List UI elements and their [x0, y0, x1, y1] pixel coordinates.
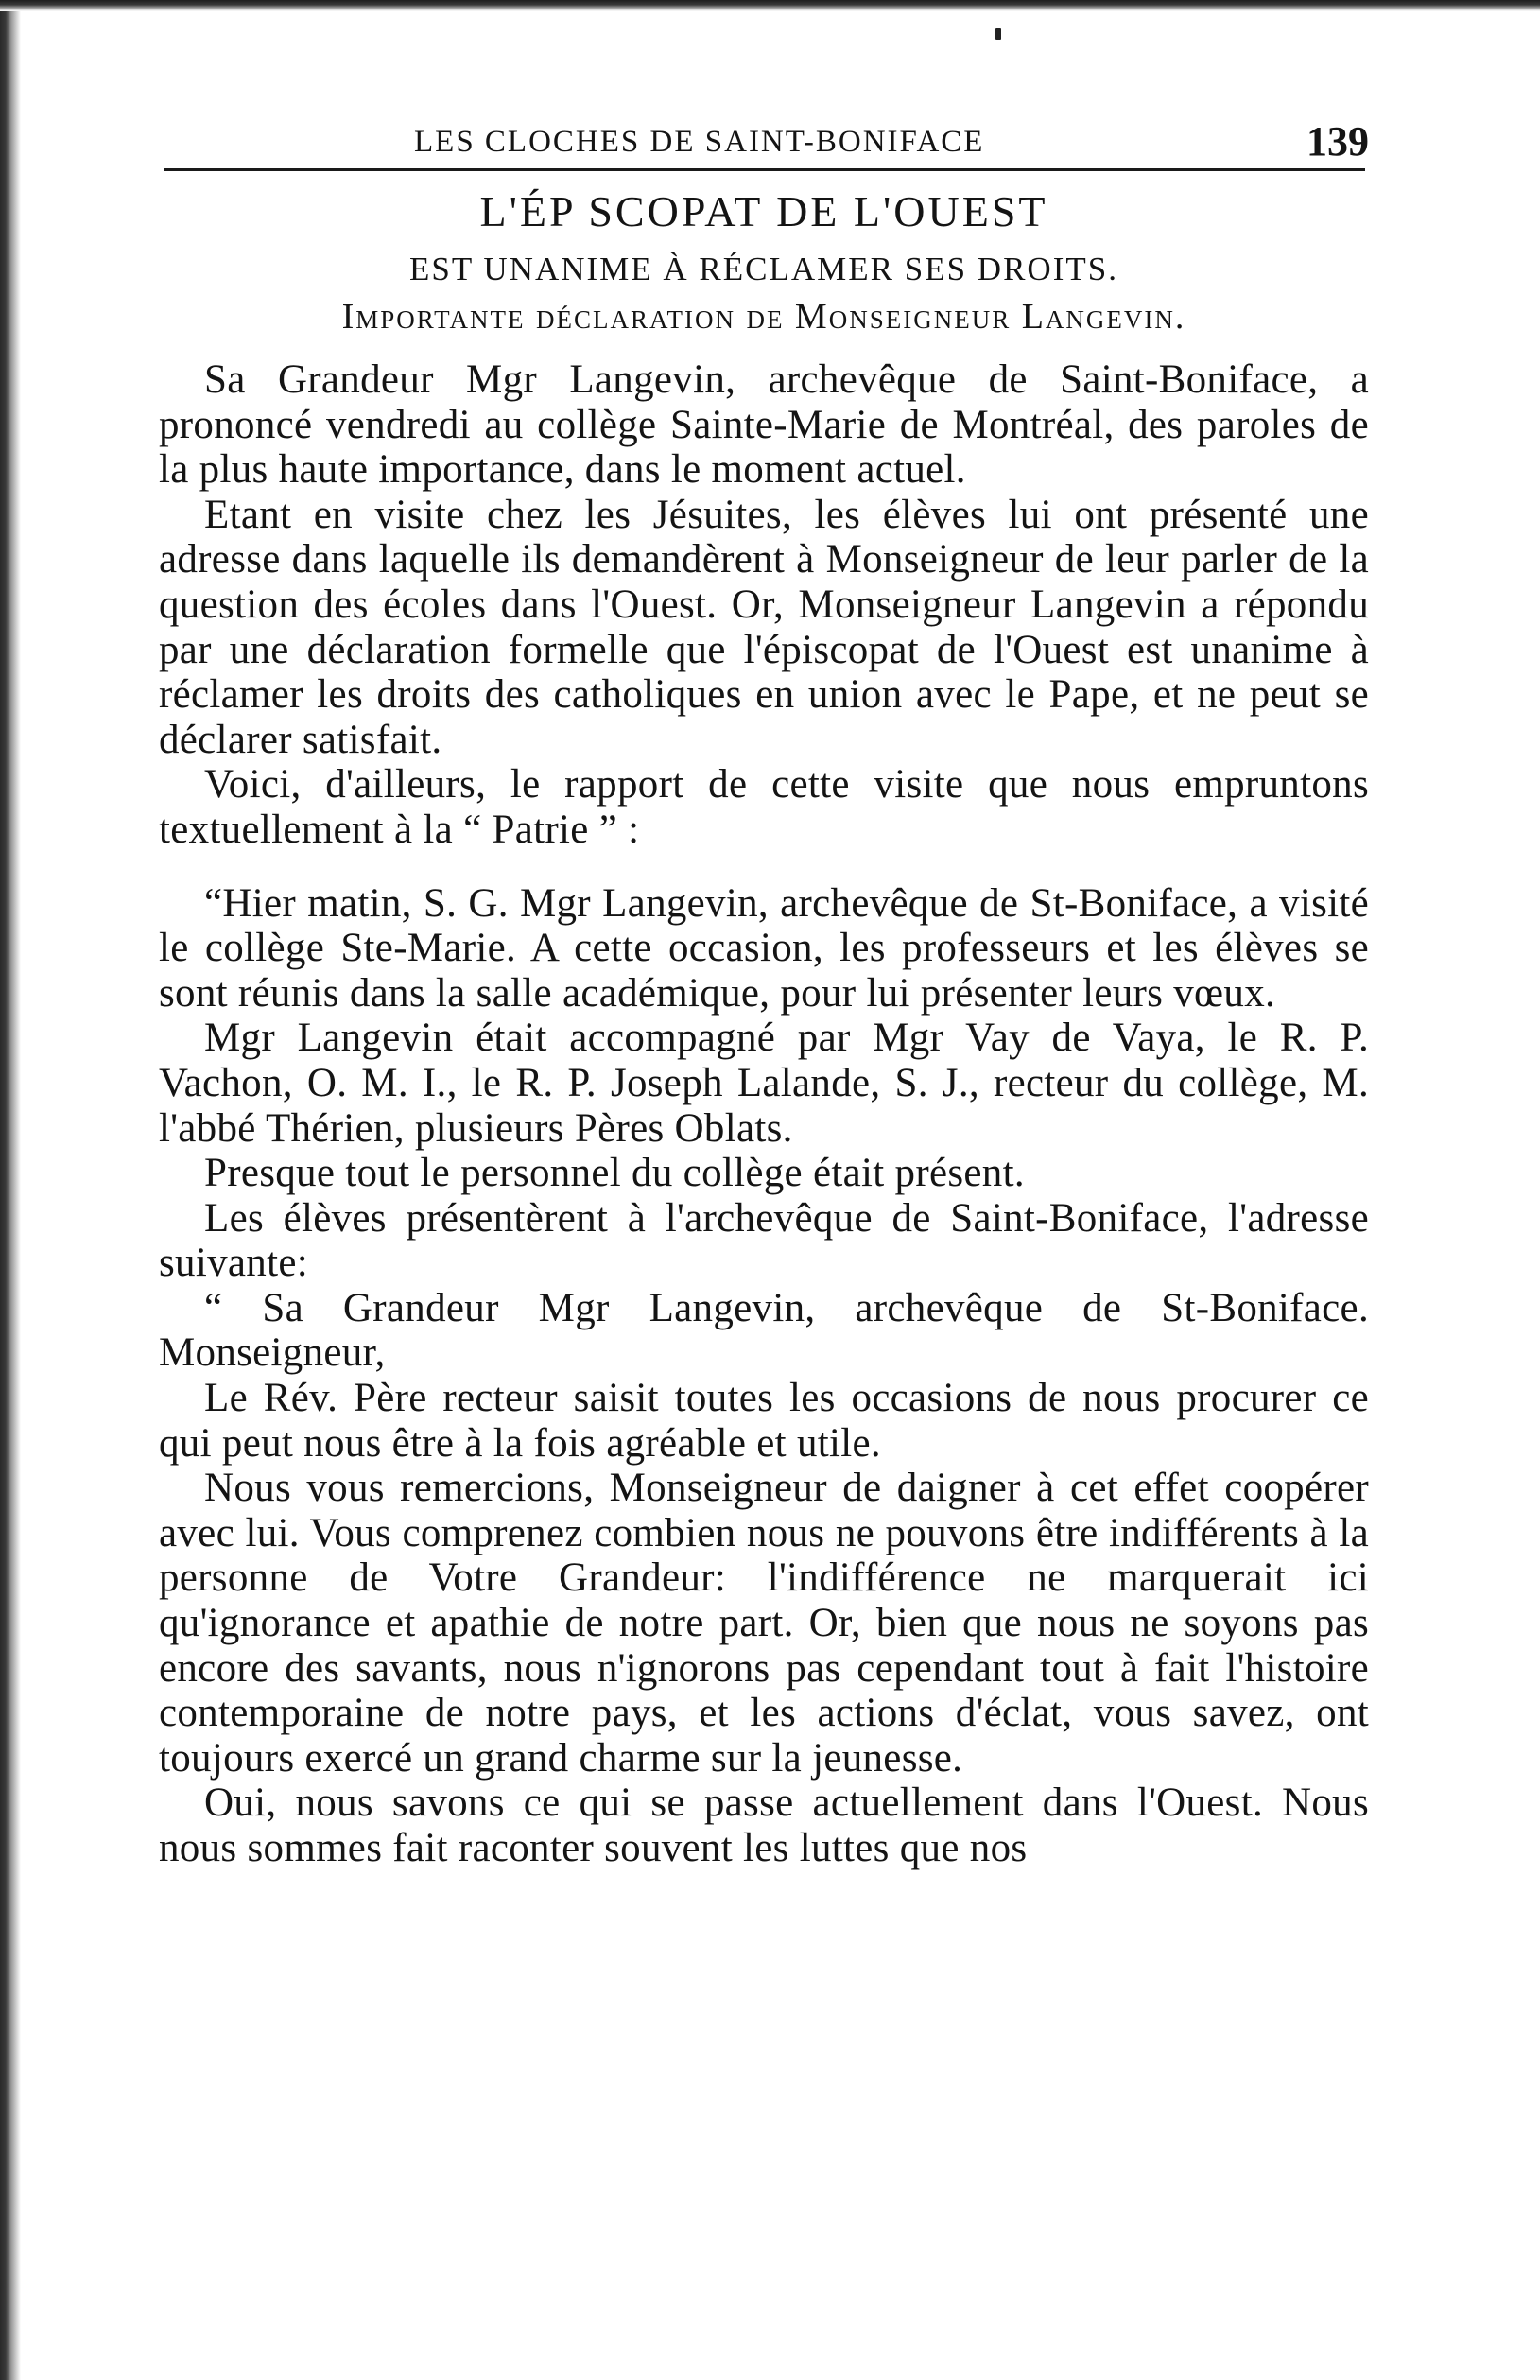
paragraph: Oui, nous savons ce qui se passe actuellement dans l'Ouest. Nous nous sommes fait raconter souvent les luttes que nos: [159, 1781, 1369, 1870]
paragraph: Les élèves présentèrent à l'archevêque de Saint-Boniface, l'adresse suivante:: [159, 1195, 1369, 1286]
paragraph: Presque tout le personnel du collège était présent.: [204, 1151, 1025, 1196]
paragraph: Nous vous remercions, Monseigneur de daigner à cet effet coopérer avec lui. Vous comprenez combien nous ne pouvons être indifférents à la personne de Votre Grandeur: l'indifférence ne marquerait ici qu'ignorance et apathie de notre part. Or, bien que nous ne soyons pas encore des savants, nous n'ignorons pas cependant tout à fait l'histoire contemporaine de notre pays, et les actions d'éclat, vous savez, ont toujours exercé un grand charme sur la jeunesse.: [159, 1466, 1369, 1781]
paragraph: “Hier matin, S. G. Mgr Langevin, archevêque de St-Boniface, a visité le collège Ste-Marie. A cette occasion, les professeurs et les élèves se sont réunis dans la salle académique, pour lui présenter leurs vœux.: [159, 880, 1369, 1016]
scan-top-mark: [995, 28, 1001, 40]
running-head: [159, 104, 1369, 163]
article-body: [159, 357, 1369, 1871]
paragraph: Etant en visite chez les Jésuites, les élèves lui ont présenté une adresse dans laquelle ils demandèrent à Monseigneur de leur parler de la question des écoles dans l'Ouest. Or, Monseigneur Langevin a répondu par une déclaration formelle que l'épiscopat de l'Ouest est unanime à réclamer les droits des catholiques en union avec le Pape, et ne peut se déclarer satisfait.: [159, 492, 1369, 762]
header-rule: [164, 168, 1365, 171]
running-title: LES CLOCHES DE SAINT-BONIFACE: [414, 125, 985, 159]
scan-top-edge: [0, 0, 1540, 11]
paragraph: Le Rév. Père recteur saisit toutes les occasions de nous procurer ce qui peut nous être à la fois agréable et utile.: [159, 1376, 1369, 1466]
page-number: 139: [1306, 118, 1369, 165]
paragraph: Sa Grandeur Mgr Langevin, archevêque de Saint-Boniface, a prononcé vendredi au collège Sainte-Marie de Montréal, des paroles de la plus haute importance, dans le moment actuel.: [159, 357, 1369, 493]
paragraph: Voici, d'ailleurs, le rapport de cette visite que nous empruntons textuellement à la “ Patrie ” :: [159, 762, 1369, 852]
paragraph: Mgr Langevin était accompagné par Mgr Vay de Vaya, le R. P. Vachon, O. M. I., le R. P. Joseph Lalande, S. J., recteur du collège, M. l'abbé Thérien, plusieurs Pères Oblats.: [159, 1016, 1369, 1151]
book-page: [159, 104, 1369, 1871]
scan-left-edge: [0, 0, 21, 2380]
paragraph: “ Sa Grandeur Mgr Langevin, archevêque de St-Boniface. Monseigneur,: [159, 1285, 1369, 1376]
article-subtitle-1: EST UNANIME À RÉCLAMER SES DROITS.: [409, 251, 1118, 287]
article-title: L'ÉP SCOPAT DE L'OUEST: [479, 187, 1048, 235]
article-subtitle-2: Importante déclaration de Monseigneur Langevin.: [341, 297, 1186, 337]
